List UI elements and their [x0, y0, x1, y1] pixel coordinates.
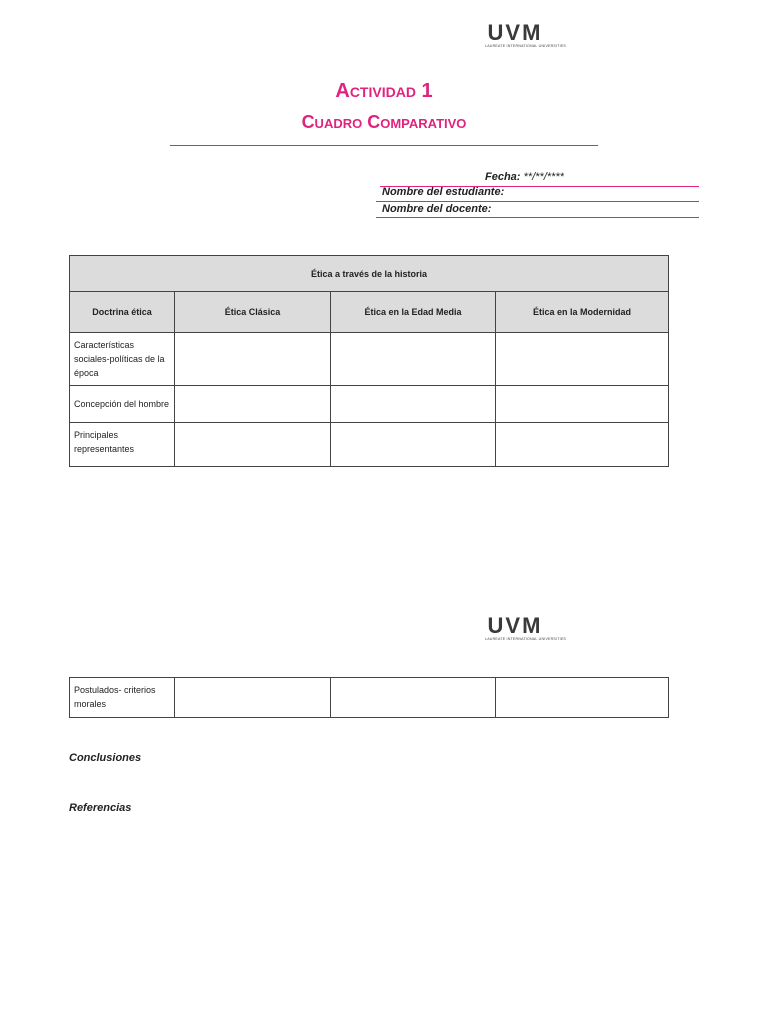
table-cell[interactable] [331, 678, 496, 718]
date-label: Fecha: [485, 171, 521, 183]
table-cell[interactable] [331, 386, 496, 423]
table-cell[interactable] [175, 386, 331, 423]
table-row [70, 678, 669, 718]
student-name-label: Nombre del estudiante: [382, 186, 505, 198]
table-cell[interactable] [175, 678, 331, 718]
logo-subtitle: LAUREATE INTERNATIONAL UNIVERSITIES [485, 637, 567, 641]
student-underline [376, 201, 699, 202]
conclusions-heading: Conclusiones [69, 752, 142, 764]
teacher-underline [376, 217, 699, 218]
document-subtitle: Cuadro Comparativo [301, 112, 467, 132]
row-label: Concepción del hombre [70, 386, 175, 423]
column-header: Ética en la Edad Media [331, 292, 496, 333]
row-label: Principales representantes [70, 423, 175, 467]
row-label: Características sociales-políticas de la época [70, 333, 175, 386]
table-row [70, 386, 669, 423]
comparison-table-continued [69, 677, 669, 718]
document-title: Actividad 1 [335, 80, 433, 102]
uvm-logo [485, 613, 567, 642]
table-row [70, 333, 669, 386]
row-label: Postulados- criterios morales [70, 678, 175, 718]
table-row [70, 423, 669, 467]
column-header: Ética en la Modernidad [496, 292, 669, 333]
table-cell[interactable] [496, 678, 669, 718]
logo-wordmark: UVM [487, 20, 543, 45]
table-cell[interactable] [175, 333, 331, 386]
table-cell[interactable] [496, 423, 669, 467]
title-divider [170, 145, 598, 146]
logo-wordmark: UVM [487, 613, 543, 638]
teacher-name-label: Nombre del docente: [382, 203, 492, 215]
table-cell[interactable] [331, 333, 496, 386]
table-cell[interactable] [496, 386, 669, 423]
table-cell[interactable] [331, 423, 496, 467]
logo-subtitle: LAUREATE INTERNATIONAL UNIVERSITIES [485, 44, 567, 48]
date-field [485, 171, 564, 183]
column-header: Ética Clásica [175, 292, 331, 333]
table-cell[interactable] [496, 333, 669, 386]
column-header: Doctrina ética [70, 292, 175, 333]
table-title: Ética a través de la historia [70, 256, 669, 292]
uvm-logo [485, 20, 567, 49]
date-value: **/**/**** [523, 171, 564, 183]
table-cell[interactable] [175, 423, 331, 467]
comparison-table [69, 255, 669, 467]
references-heading: Referencias [69, 802, 132, 814]
